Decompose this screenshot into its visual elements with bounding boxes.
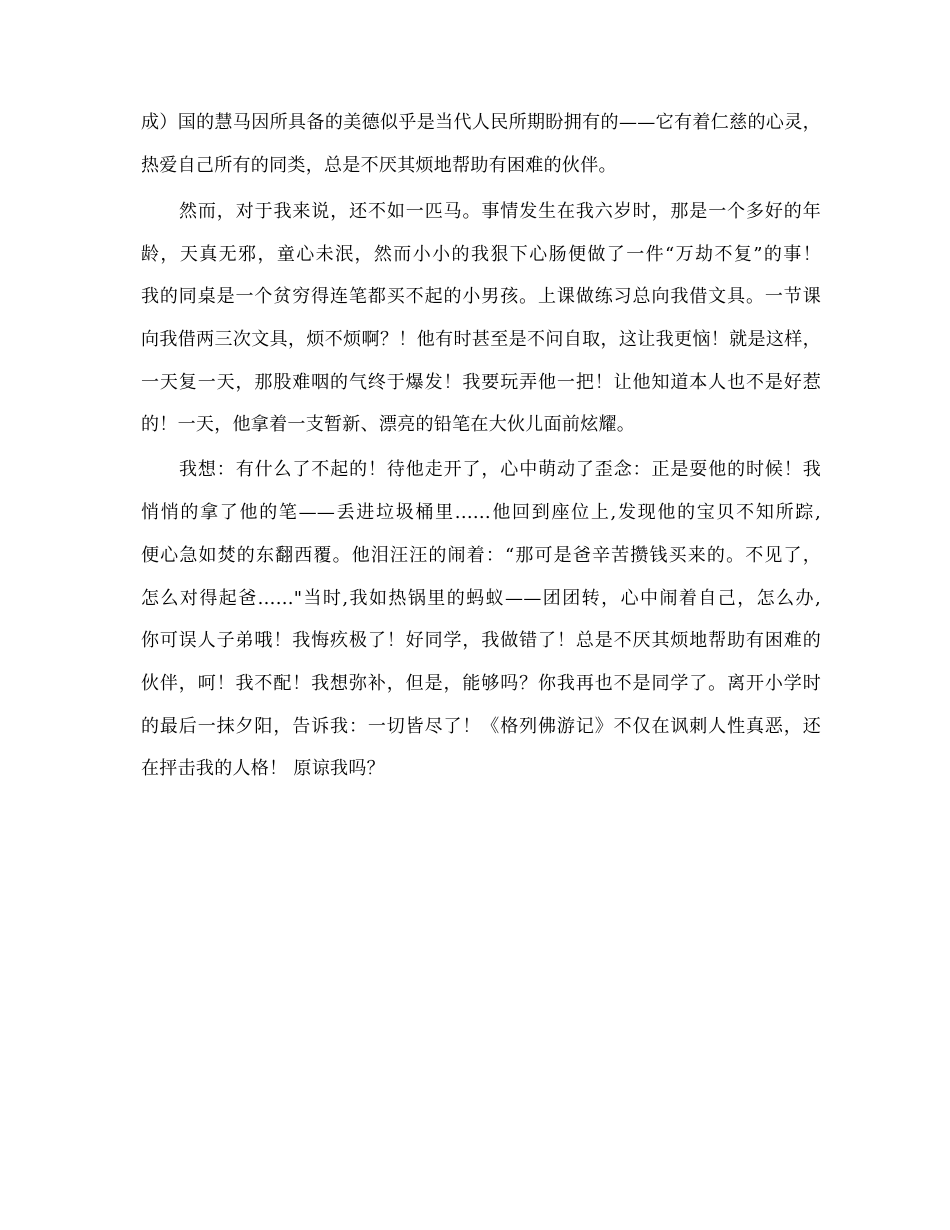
text-line: 一天复一天，那股难咽的气终于爆发！我要玩弄他一把！让他知道本人也不是好惹 xyxy=(141,372,821,393)
paragraph-start-line: 我想：有什么了不起的！待他走开了，心中萌动了歪念：正是耍他的时候！我 xyxy=(179,459,821,480)
text-line: 便心急如焚的东翻西覆。他泪汪汪的闹着：“那可是爸辛苦攒钱买来的。不见了， xyxy=(141,545,821,566)
text-line: 悄悄的拿了他的笔——丢进垃圾桶里......他回到座位上,发现他的宝贝不知所踪, xyxy=(141,502,821,523)
text-line: 向我借两三次文具，烦不烦啊？！他有时甚至是不问自取，这让我更恼！就是这样， xyxy=(141,329,821,350)
text-line: 成）国的慧马因所具备的美德似乎是当代人民所期盼拥有的——它有着仁慈的心灵， xyxy=(141,112,821,133)
text-line: 在抨击我的人格！ 原谅我吗？ xyxy=(141,758,385,779)
text-line: 的！一天，他拿着一支暂新、漂亮的铅笔在大伙儿面前炫耀。 xyxy=(141,414,636,435)
text-line: 你可误人子弟哦！我悔疚极了！好同学，我做错了！总是不厌其烦地帮助有困难的 xyxy=(141,630,821,651)
text-line: 我的同桌是一个贫穷得连笔都买不起的小男孩。上课做练习总向我借文具。一节课 xyxy=(141,286,821,307)
text-line: 龄，天真无邪，童心未泯，然而小小的我狠下心肠便做了一件“万劫不复”的事！ xyxy=(141,244,821,265)
text-line: 热爱自己所有的同类，总是不厌其烦地帮助有困难的伙伴。 xyxy=(141,155,617,176)
text-line: 怎么对得起爸......"当时,我如热锅里的蚂蚁——团团转，心中闹着自己，怎么办, xyxy=(141,588,821,609)
paragraph-start-line: 然而，对于我来说，还不如一匹马。事情发生在我六岁时，那是一个多好的年 xyxy=(179,201,821,222)
text-line: 伙伴，呵！我不配！我想弥补，但是，能够吗？你我再也不是同学了。离开小学时 xyxy=(141,673,821,694)
text-line: 的最后一抹夕阳，告诉我：一切皆尽了！《格列佛游记》不仅在讽刺人性真恶，还 xyxy=(141,716,821,737)
